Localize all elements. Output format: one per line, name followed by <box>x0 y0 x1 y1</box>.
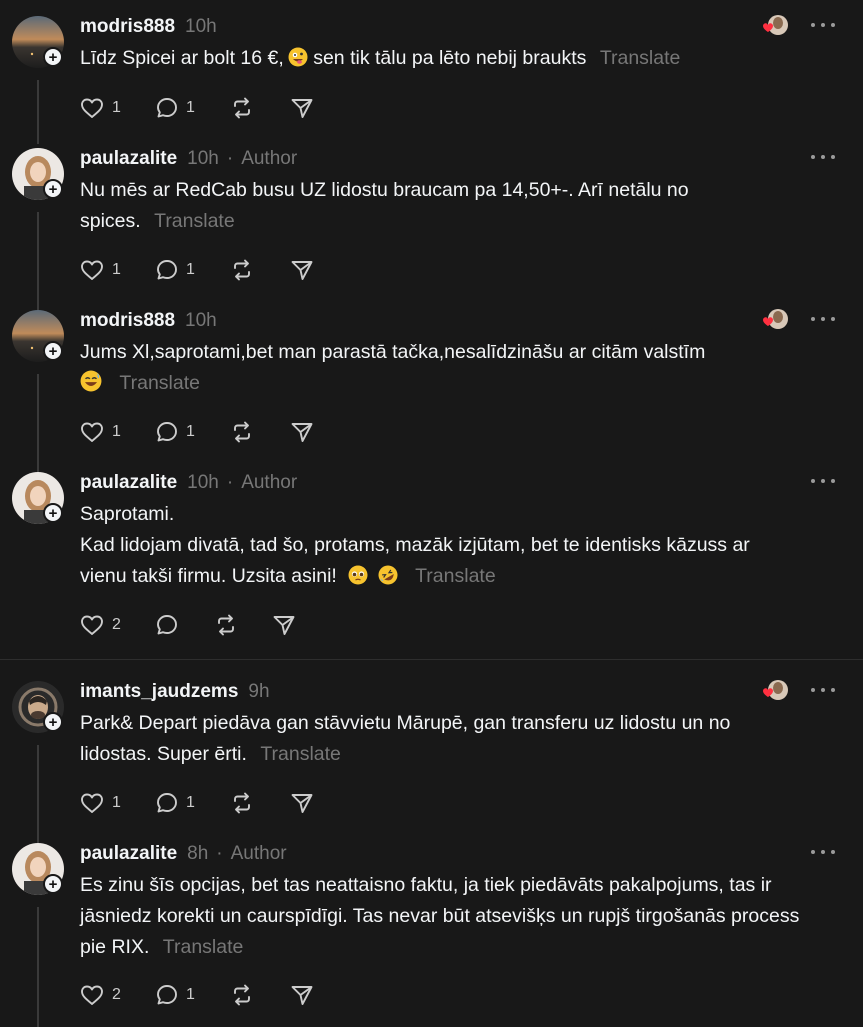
follow-plus-icon[interactable]: + <box>43 341 63 361</box>
liked-by-author-badge <box>759 679 789 705</box>
heart-icon <box>80 97 104 119</box>
like-button[interactable] <box>80 789 156 817</box>
repost-icon <box>230 792 254 814</box>
post-text-line: Līdz Spicei ar bolt 16 €, <box>80 47 284 69</box>
translate-link[interactable]: Translate <box>599 47 681 69</box>
timestamp[interactable]: 10h <box>185 310 217 331</box>
translate-link[interactable]: Translate <box>162 936 244 958</box>
share-button[interactable] <box>290 94 314 122</box>
like-count: 1 <box>112 99 121 116</box>
sweat-smile-emoji-icon <box>80 370 102 392</box>
heart-icon <box>80 421 104 443</box>
share-button[interactable] <box>290 789 314 817</box>
separator-dot: · <box>226 148 234 169</box>
share-icon <box>290 421 314 443</box>
translate-link[interactable]: Translate <box>415 565 496 587</box>
like-button[interactable] <box>80 418 156 446</box>
post-text <box>80 499 840 592</box>
like-count: 2 <box>112 986 121 1003</box>
share-button[interactable] <box>290 981 314 1009</box>
heart-icon <box>80 259 104 281</box>
comment-icon <box>156 614 178 636</box>
reply-count: 1 <box>186 794 195 811</box>
share-button[interactable] <box>290 256 314 284</box>
reply-count: 1 <box>186 423 195 440</box>
liked-by-author-badge <box>759 308 789 334</box>
repost-button[interactable] <box>230 94 290 122</box>
avatar-container[interactable] <box>12 148 64 200</box>
repost-button[interactable] <box>230 981 290 1009</box>
comment-icon <box>156 984 178 1006</box>
heart-icon <box>80 792 104 814</box>
like-button[interactable] <box>80 94 156 122</box>
repost-button[interactable] <box>230 256 290 284</box>
separator-dot: · <box>216 843 223 864</box>
more-icon[interactable] <box>811 312 835 326</box>
post-text-line: Es zinu šīs opcijas, bet tas neattaisno faktu, ja tiek piedāvāts pakalpojums, tas ir <box>80 874 772 896</box>
reply-button[interactable] <box>156 418 230 446</box>
timestamp[interactable]: 8h <box>187 843 209 864</box>
repost-button[interactable] <box>230 418 290 446</box>
like-count: 1 <box>112 794 121 811</box>
thread-divider <box>0 659 863 660</box>
post-text-line: vienu takši firmu. Uzsita asini! <box>80 565 337 587</box>
reply-button[interactable] <box>156 981 230 1009</box>
author-label: Author <box>241 148 298 169</box>
post-text <box>80 337 840 399</box>
repost-icon <box>230 984 254 1006</box>
avatar-container[interactable] <box>12 681 64 733</box>
rofl-emoji-icon <box>378 565 398 585</box>
more-icon[interactable] <box>811 18 835 32</box>
post-text-line: Nu mēs ar RedCab busu UZ lidostu braucam pa 14,50+-. Arī netālu no <box>80 179 689 201</box>
post-text-line: lidostas. Super ērti. <box>80 743 247 765</box>
follow-plus-icon[interactable]: + <box>43 712 63 732</box>
author-label: Author <box>230 843 287 864</box>
share-icon <box>290 984 314 1006</box>
author-label: Author <box>241 472 298 493</box>
reply-button[interactable] <box>156 611 214 639</box>
post-text-line: pie RIX. <box>80 936 150 958</box>
reply-button[interactable] <box>156 256 230 284</box>
share-icon <box>290 97 314 119</box>
comment-icon <box>156 259 178 281</box>
more-icon[interactable] <box>811 150 835 164</box>
post-text-line: Kad lidojam divatā, tad šo, protams, mazāk izjūtam, bet te identisks kāzuss ar <box>80 534 750 556</box>
share-button[interactable] <box>272 611 296 639</box>
follow-plus-icon[interactable]: + <box>43 47 63 67</box>
repost-button[interactable] <box>230 789 290 817</box>
translate-link[interactable]: Translate <box>119 372 200 394</box>
avatar-container[interactable] <box>12 843 64 895</box>
heart-icon <box>80 984 104 1006</box>
avatar-container[interactable] <box>12 16 64 68</box>
username[interactable]: imants_jaudzems <box>80 681 239 702</box>
like-button[interactable] <box>80 611 156 639</box>
thread-line <box>37 80 39 144</box>
repost-icon <box>230 97 254 119</box>
share-button[interactable] <box>290 418 314 446</box>
follow-plus-icon[interactable]: + <box>43 179 63 199</box>
separator-dot: · <box>226 472 234 493</box>
repost-button[interactable] <box>214 611 272 639</box>
thread-line <box>37 374 39 474</box>
more-icon[interactable] <box>811 845 835 859</box>
thread-line <box>37 212 39 310</box>
like-count: 2 <box>112 616 121 633</box>
comment-icon <box>156 97 178 119</box>
post-text-line: Saprotami. <box>80 503 175 525</box>
post-text <box>80 870 840 963</box>
translate-link[interactable]: Translate <box>154 210 235 232</box>
comment-icon <box>156 421 178 443</box>
username[interactable]: modris888 <box>80 310 176 331</box>
like-button[interactable] <box>80 981 156 1009</box>
translate-link[interactable]: Translate <box>260 743 341 765</box>
reply-button[interactable] <box>156 789 230 817</box>
follow-plus-icon[interactable]: + <box>43 874 63 894</box>
share-icon <box>290 259 314 281</box>
like-count: 1 <box>112 423 121 440</box>
follow-plus-icon[interactable]: + <box>43 503 63 523</box>
avatar-container[interactable] <box>12 310 64 362</box>
username[interactable]: paulazalite <box>80 843 178 864</box>
avatar-container[interactable] <box>12 472 64 524</box>
share-icon <box>290 792 314 814</box>
timestamp[interactable]: 9h <box>248 681 270 702</box>
share-icon <box>272 614 296 636</box>
thread-line <box>37 907 39 1027</box>
like-count: 1 <box>112 261 121 278</box>
timestamp[interactable]: 10h <box>185 16 217 37</box>
like-button[interactable] <box>80 256 156 284</box>
username[interactable]: paulazalite <box>80 472 178 493</box>
post-text-line: spices. <box>80 210 141 232</box>
liked-by-author-badge <box>759 14 789 40</box>
reply-count: 1 <box>186 986 195 1003</box>
post-text <box>80 708 840 770</box>
post-text-line: Jums Xl,saprotami,bet man parastā tačka,nesalīdzināšu ar citām valstīm <box>80 341 706 363</box>
silly-face-emoji-icon <box>288 47 308 67</box>
post-text <box>80 43 840 74</box>
more-icon[interactable] <box>811 683 835 697</box>
repost-icon <box>230 421 254 443</box>
repost-icon <box>230 259 254 281</box>
post-text-line: Park& Depart piedāva gan stāvvietu Mārupē, gan transferu uz lidostu un no <box>80 712 731 734</box>
timestamp[interactable]: 10h <box>187 148 219 169</box>
username[interactable]: paulazalite <box>80 148 178 169</box>
thread-line <box>37 745 39 843</box>
more-icon[interactable] <box>811 474 835 488</box>
post-text-after-emoji: sen tik tālu pa lēto nebij braukts <box>307 47 587 69</box>
post-text-line: jāsniedz korekti un caurspīdīgi. Tas nevar būt atsevišķs un rupjš tirgošanās process <box>80 905 800 927</box>
heart-icon <box>80 614 104 636</box>
reply-button[interactable] <box>156 94 230 122</box>
reply-count: 1 <box>186 99 195 116</box>
repost-icon <box>214 614 238 636</box>
post-text <box>80 175 840 237</box>
timestamp[interactable]: 10h <box>187 472 219 493</box>
reply-count: 1 <box>186 261 195 278</box>
comment-icon <box>156 792 178 814</box>
pleading-face-emoji-icon <box>348 565 368 585</box>
username[interactable]: modris888 <box>80 16 176 37</box>
